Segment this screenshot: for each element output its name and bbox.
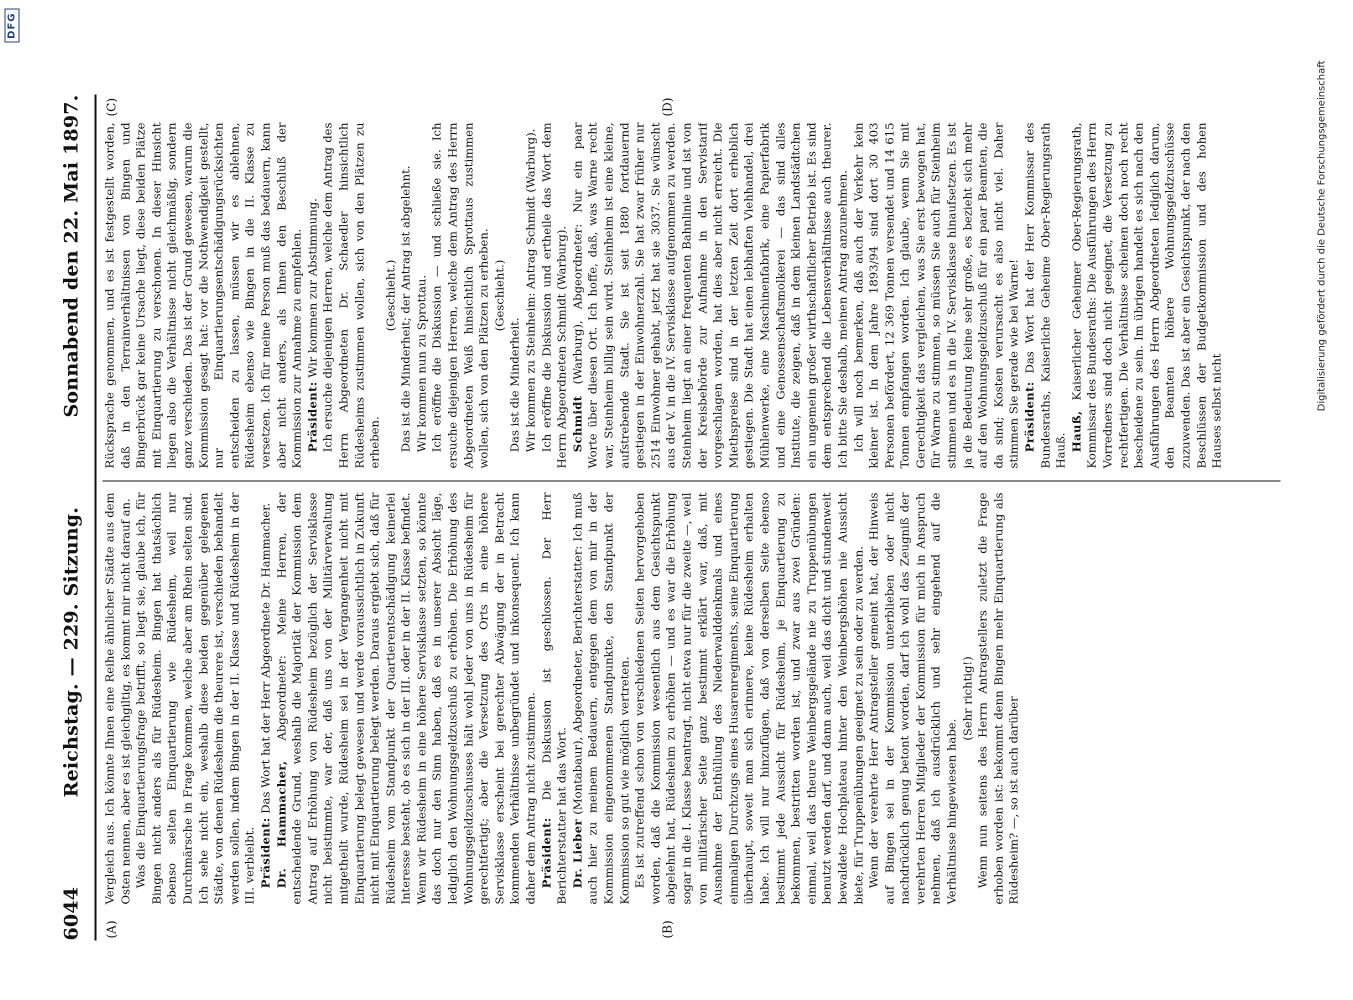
paragraph	[539, 492, 570, 904]
paragraph: Ich ersuche diejenigen Herren, welche dem Antrag des Herrn Abgeordneten Dr. Schaedler hinsichtlich Rüdesheims zustimmen wollen, sich von den Plätzen zu erheben.	[320, 122, 382, 468]
speech-text: Das Wort hat der Herr Abgeordnete Dr. Hammacher.	[257, 502, 272, 814]
paragraph	[305, 122, 321, 468]
paragraph: Ich eröffne die Diskussion — und schließe sie. Ich ersuche diejenigen Herren, welche dem Antrag des Herrn Abgeordneten Weiß hinsichtlich Sprottaus zustimmen wollen, sich von den Plätzen zu erheben.	[429, 122, 491, 468]
interjection: (Geschieht.)	[382, 259, 397, 331]
paragraph: Wenn nun seitens des Herrn Antragstellers zuletzt die Frage erhoben worden ist: bekommt denn Bingen mehr Einquartierung als Rüdesheim? —, so ist auch darüber	[975, 492, 1021, 904]
page-number: 6044	[60, 886, 82, 940]
session-title: Reichstag. — 229. Sitzung.	[60, 506, 82, 797]
paragraph: Ich eröffne die Diskussion und ertheile das Wort dem Herrn Abgeordneten Schmidt (Warburg).	[538, 122, 569, 468]
paragraph	[258, 492, 274, 904]
paragraph: Wenn der verehrte Herr Antragsteller gemeint hat, der Hinweis auf Bingen sei in der Kommission unterblieben oder nicht nachdrücklich genug betont worden, darf ich wohl das Zeugniß der verehrten Herren Mitglieder der Kommission für mich in Anspruch nehmen, daß ich ausdrücklich und sehr eingehend auf die Verhältnisse hingewiesen habe.	[866, 492, 959, 904]
speaker-name: Präsident:	[257, 816, 272, 888]
margin-marker-d: (D)	[660, 97, 674, 116]
session-date: Sonnabend den 22. Mai 1897.	[60, 94, 82, 417]
interjection: (Geschieht.)	[491, 259, 506, 331]
speech-text: Wir kommen zur Abstimmung.	[304, 197, 319, 378]
speech-text: Abgeordneter: Meine Herren, der entscheidende Grund, weshalb die Majorität der Kommission dem Antrag auf Erhöhung von Rüdesheim bezüglich der Servisklasse nicht beistimmte, war der, daß uns von der Militärverwaltung mitgetheilt wurde, Rüdesheim sei in der Vergangenheit nicht mit Einquartierung belegt gewesen und werde voraussichtlich in Zukunft nicht mit Einquartierung belegt werden. Daraus ergiebt sich, daß für Rüdesheim vom Standpunkt der Quartierentschädigung keinerlei Interesse besteht, ob es sich in der III. oder in der II. Klasse befindet. Wenn wir Rüdesheim in eine höhere Servisklasse setzten, so könnte das doch nur den Sinn haben, daß es in unserer Absicht läge, lediglich den Wohnungsgeldzuschuß zu erhöhen. Die Erhöhung des Wohnungsgeldzuschusses hält wohl jeder von uns in Rüdesheim für gerechtfertigt; aber die Versetzung des Orts in eine höhere Servisklasse erscheint bei gerechter Abwägung der in Betracht kommenden Verhältnisse unbegründet und inkonsequent. Ich kann daher dem Antrag nicht zustimmen.	[273, 492, 538, 904]
paragraph	[274, 492, 539, 904]
paragraph: Wir kommen nun zu Sprottau.	[413, 274, 428, 452]
paragraph	[570, 122, 851, 468]
dfg-logo: DFG	[4, 8, 19, 42]
speaker-name: Dr. Lieber	[569, 818, 584, 888]
margin-marker-a: (A)	[104, 919, 118, 938]
speaker-name: Präsident:	[1022, 380, 1037, 452]
speaker-name: Präsident:	[538, 816, 553, 888]
speech-text: Das Wort hat der Herr Kommissar des Bundesraths, Kaiserliche Geheime Ober-Regierungsrath Hauß.	[1022, 122, 1068, 468]
paragraph: Vergleich aus. Ich könnte Ihnen eine Reihe ähnlicher Städte aus dem Osten nennen, aber es ist gleichgiltig, es kommt mir nicht darauf an.	[102, 492, 132, 904]
interjection: (Sehr richtig!)	[959, 655, 974, 741]
paragraph: Das ist die Minderheit; der Antrag ist abgelehnt.	[398, 165, 413, 452]
digitization-credit: Digitalisierung gefördert durch die Deutsche Forschungsgemeinschaft	[1316, 60, 1327, 411]
header-rule	[94, 94, 96, 940]
column-divider	[102, 480, 1280, 481]
margin-marker-b: (B)	[660, 919, 674, 938]
paragraph	[1022, 122, 1069, 468]
paragraph	[1069, 122, 1225, 468]
paragraph: Wir kommen zu Steinheim: Antrag Schmidt (Warburg).	[523, 128, 538, 452]
speech-text: (Montabaur), Abgeordneter, Berichterstatter: Ich muß auch hier zu meinem Bedauern, entgegen dem von mir in der Kommission eingenommenen Standpunkte, den Standpunkt der Kommission so gut wie möglich vertreten.	[569, 492, 631, 904]
paragraph: Rücksprache genommen, und es ist festgestellt worden, daß in den Terrainverhältnissen von Bingen und Bingerbrück gar keine Ursache liegt, diese beiden Plätze mit Einquartierung zu verschonen. In dieser Hinsicht liegen also die Verhältnisse nicht gleichmäßig, sondern ganz verschieden. Das ist der Grund gewesen, warum die Kommission gesagt hat: vor die Nothwendigkeit gestellt, nur Einquartierungsentschädigungsrücksichten entscheiden zu lassen, müssen wir es ablehnen, Rüdesheim ebenso wie Bingen in die II. Klasse zu versetzen. Ich für meine Person muß das bedauern, kann aber nicht anders, als Ihnen den Beschluß der Kommission zur Annahme zu empfehlen.	[102, 122, 304, 468]
speech-text: Die Diskussion ist geschlossen. Der Herr Berichterstatter hat das Wort.	[538, 492, 569, 904]
margin-marker-c: (C)	[104, 97, 118, 116]
speaker-name: Dr. Hammacher,	[273, 760, 288, 888]
paragraph	[570, 492, 632, 904]
speaker-name: Schmidt	[569, 394, 584, 452]
right-column	[102, 122, 1280, 468]
paragraph: Es ist zutreffend schon von verschiedenen Seiten hervorgehoben worden, daß die Kommission wesentlich aus dem Gesichtspunkt abgelehnt hat, Rüdesheim zu erhöhen — und es war die Erhöhung sogar in die I. Klasse beantragt, nicht etwa nur für die zweite —, weil von militärischer Seite ganz bestimmt erklärt war, daß, mit Ausnahme der Enthüllung des Niederwalddenkmals und eines einmaligen Durchzugs eines Husarenregiments, seine Einquartierung überhaupt, soweit man sich erinnere, keine Rüdesheim erhalten habe. Ich will nur hinzufügen, daß von derselben Seite ebenso bestimmt jede Aussicht für Rüdesheim, je Einquartierung zu bekommen, bestritten worden ist, und zwar aus zwei Gründen: einmal, weil das theure Weinbergsgelände nie zu Truppenübungen benutzt werden darf, und dann auch, weil das dicht und stundenweit bewaldete Hochplateau hinter den Weinbergshöhen nie Aussicht biete, für Truppenübungen geeignet zu sein oder zu werden.	[632, 492, 865, 904]
speaker-name: Hauß,	[1068, 410, 1083, 452]
paragraph: Was die Einquartierungsfrage betrifft, so liegt sie, glaube ich, für Bingen nicht anders als für Rüdesheim. Bingen hat thatsächlich ebenso selten Einquartierung wie Rüdesheim, weil nur Durchmärsche in Frage kommen, welche aber am Rhein selten sind. Ich sehe nicht ein, weshalb diese beiden gegenüber gelegenen Städte, von denen Rüdesheim die theurere ist, verschieden behandelt werden sollen, indem Bingen in der II. Klasse und Rüdesheim in der III. verbleibt.	[133, 492, 257, 904]
speech-text: (Warburg), Abgeordneter: Nur ein paar Worte über diesen Ort. Ich hoffe, daß, was Warne recht war, Steinheim billig sein wird. Steinheim ist eine kleine, aufstrebende Stadt. Sie ist seit 1880 fortdauernd gestiegen in der Einwohnerzahl. Sie hat zwar früher nur 2514 Einwohner gehabt, jetzt hat sie 3037. Sie wünscht aus der V. in die IV. Servisklasse aufgenommen zu werden. Steinheim liegt an einer frequenten Bahnlinie und ist von der Kreisbehörde zur Aufnahme in den Servistarif vorgeschlagen worden, hat dies aber nicht erreicht. Die Miethspreise sind in der letzten Zeit dort erheblich gestiegen. Die Stadt hat einen lebhaften Viehhandel, drei Mühlenwerke, eine Maschinenfabrik, eine Papierfabrik und eine Genossenschaftsmolkerei — das sind alles Institute, die zeigen, daß in dem kleinen Landstädtchen ein ungemein großer wirthschaftlicher Betrieb ist. Es sind dem entsprechend die Lebensverhältnisse auch theurer. Ich bitte Sie deshalb, meinen Antrag anzunehmen.	[569, 122, 849, 468]
left-column	[102, 492, 1280, 904]
paragraph: Ich will noch bemerken, daß auch der Verkehr kein kleiner ist. In dem Jahre 1893/94 sind dort 30 403 Personen befördert, 12 369 Tonnen versendet und 14 615 Tonnen empfangen worden. Ich glaube, wenn Sie mit Gerechtigkeit das vergleichen, was Sie erst bewogen hat, für Warne zu stimmen, so müssen Sie auch für Steinheim stimmen und es in die IV. Servisklasse hinaufsetzen. Es ist ja die Bedeutung keine sehr große, es bezieht sich mehr auf den Wohnungsgeldzuschuß für ein paar Beamten, die da sind; Kosten verursacht es also nicht viel. Daher stimmen Sie gerade wie bei Warne!	[850, 122, 1021, 468]
speaker-name: Präsident:	[304, 380, 319, 452]
speech-text: Kaiserlicher Geheimer Ober-Regierungsrath, Kommissar des Bundesraths: Die Ausführungen des Herrn Vorredners sind doch nicht geeignet, die Versetzung zu rechtfertigen. Die Verhältnisse scheinen doch noch recht bescheidene zu sein. Im übrigen handelt es sich nach den Ausführungen des Herrn Abgeordneten lediglich darum, den Beamten höhere Wohnungsgeldzuschüsse zuzuwenden. Das ist aber ein Gesichtspunkt, der nach den Beschlüssen der Budgetkommission und des hohen Hauses selbst nicht	[1068, 122, 1224, 468]
paragraph: Das ist die Minderheit.	[507, 316, 522, 452]
page-header	[60, 94, 90, 940]
